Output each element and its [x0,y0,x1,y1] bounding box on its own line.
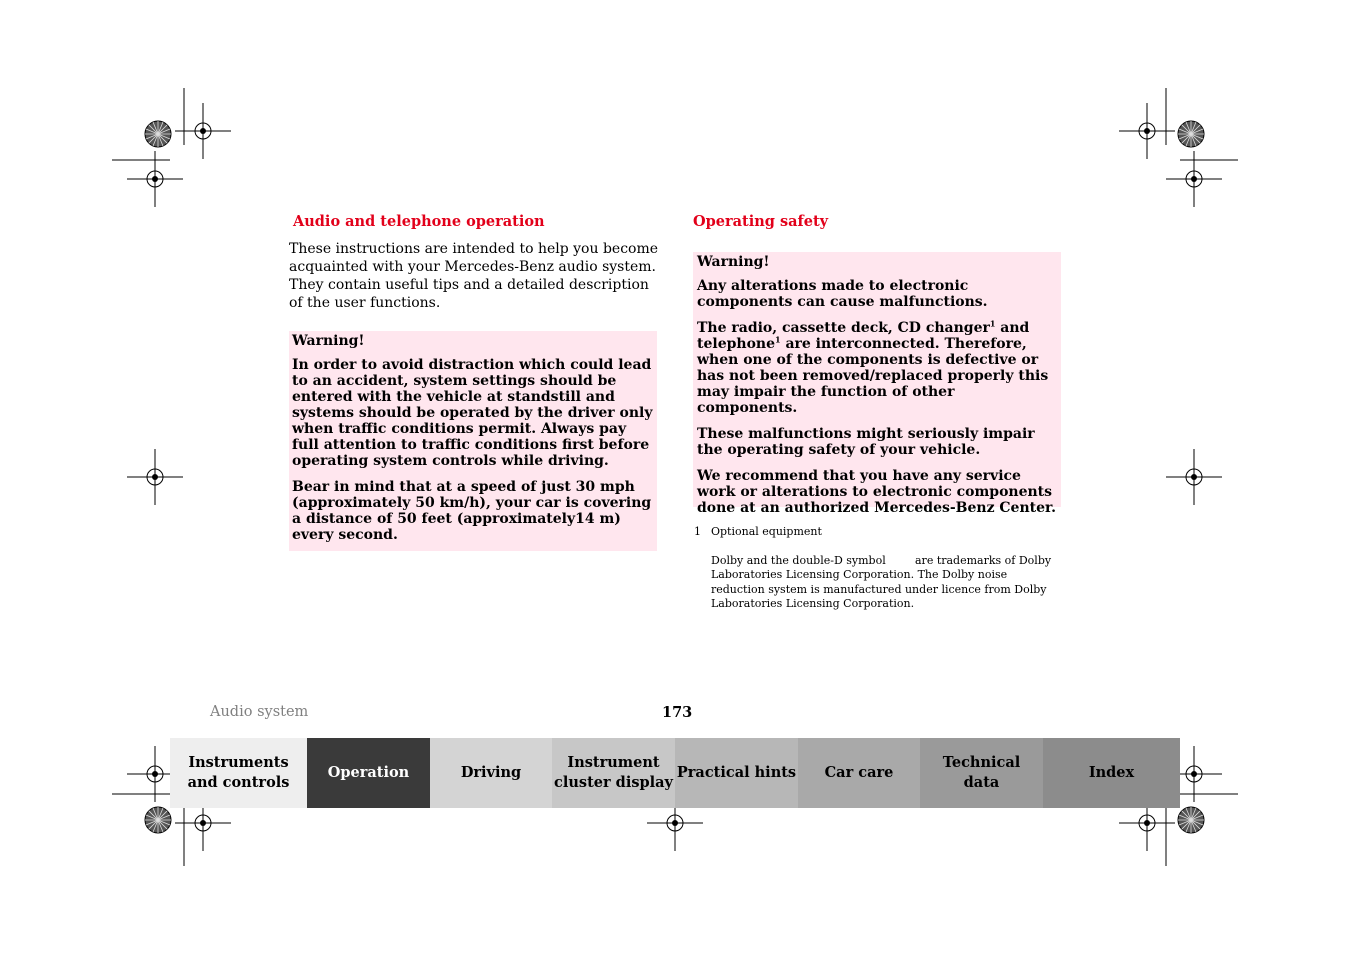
tab-operation[interactable]: Operation [307,738,430,808]
intro-paragraph: These instructions are intended to help you become acquainted with your Mercedes-Benz audio system. They contain useful tips and a detailed description of the user functions. [289,241,659,311]
footnote-text: Optional equipment [711,525,822,538]
warning-paragraph: We recommend that you have any service work or alterations to electronic components done at an authorized Mercedes-Benz Center. [697,468,1056,516]
dolby-notice-start: Dolby and the double-D symbol [711,554,886,567]
warning-paragraph: Bear in mind that at a speed of just 30 mph (approximately 50 km/h), your car is covering a distance of 50 feet (approximately14 m) every second. [292,479,652,543]
dolby-notice-trademark: are trademarks of Dolby [915,554,1052,567]
footer-section-name: Audio system [210,704,309,720]
warning-box-distraction [289,331,657,551]
tab-car-care[interactable]: Car care [798,738,920,808]
warning-paragraph: The radio, cassette deck, CD changer$^1$ and telephone$^1$ are interconnected. Therefore, when one of the components is defective or has not been removed/replaced properly this may impair the function of other components. [697,318,1049,416]
warning-title: Warning! [697,254,770,270]
warning-box-electronics [693,252,1061,516]
footnote-reference: 1 [775,334,781,345]
warning-paragraph: Any alterations made to electronic components can cause malfunctions. [697,278,988,310]
tab-instrument-cluster-display[interactable]: Instrument cluster display [552,738,675,808]
warning-paragraph: In order to avoid distraction which could lead to an accident, system settings should be entered with the vehicle at standstill and systems should be operated by the driver only when traffic conditions permit. Always pay full attention to traffic conditions first before operating system controls while driving. [292,357,653,469]
footnote-number: 1 [694,525,701,538]
section-heading-audio-telephone: Audio and telephone operation [293,213,545,230]
dolby-notice-body: Laboratories Licensing Corporation. The Dolby noise reduction system is manufactured under licence from Dolby Laboratories Licensing Corporation. [711,568,1047,610]
tab-technical-data[interactable]: Technical data [920,738,1043,808]
tab-index[interactable]: Index [1043,738,1180,808]
tab-practical-hints[interactable]: Practical hints [675,738,798,808]
tab-driving[interactable]: Driving [430,738,552,808]
section-heading-operating-safety: Operating safety [693,213,829,230]
page-number: 173 [662,704,693,721]
warning-paragraph: These malfunctions might seriously impair the operating safety of your vehicle. [697,426,1035,458]
footnote-reference: 1 [989,318,996,329]
warning-title: Warning! [292,333,365,349]
tab-instruments-and-controls[interactable]: Instruments and controls [170,738,307,808]
